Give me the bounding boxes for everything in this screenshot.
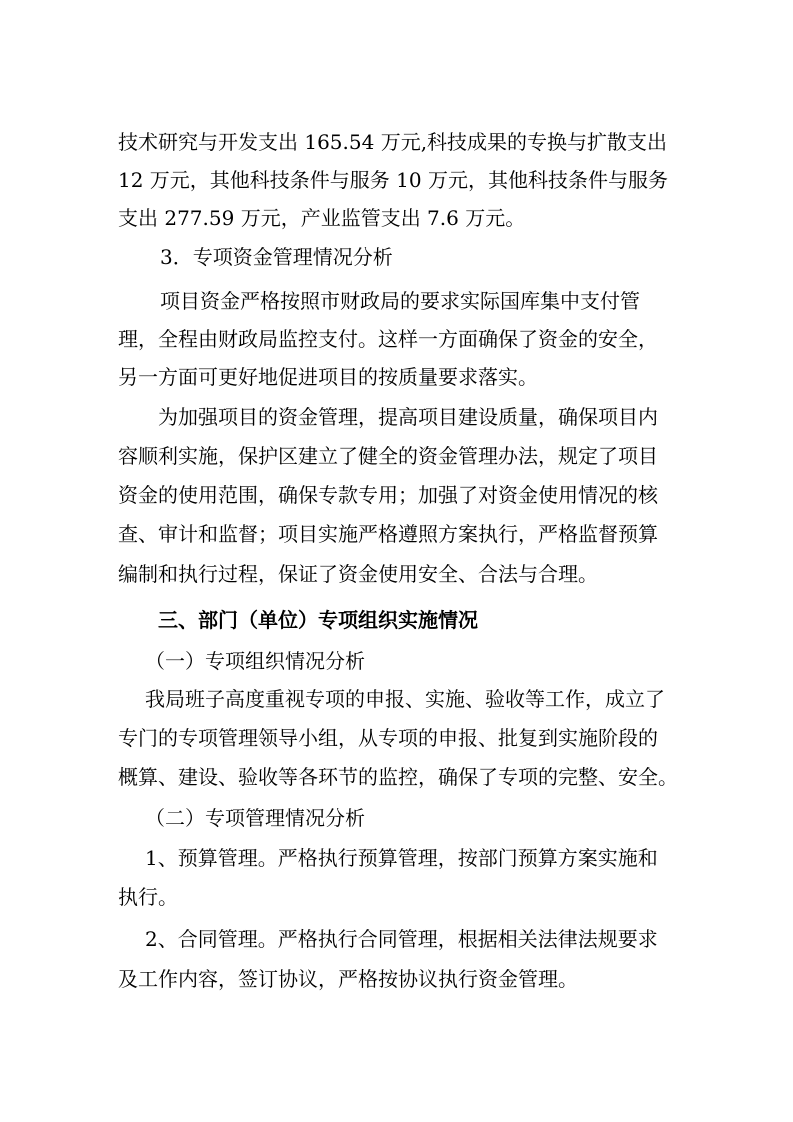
paragraph-line: 查、审计和监督；项目实施严格遵照方案执行，严格监督预算 [118, 522, 658, 546]
paragraph-line: 技术研究与开发支出 165.54 万元,科技成果的专换与扩散支出 [118, 130, 668, 154]
paragraph-line: 另一方面可更好地促进项目的按质量要求落实。 [118, 365, 538, 389]
paragraph-line: 为加强项目的资金管理，提高项目建设质量，确保项目内 [158, 405, 658, 429]
paragraph-line: 及工作内容，签订协议，严格按协议执行资金管理。 [118, 967, 578, 991]
paragraph-line: 理，全程由财政局监控支付。这样一方面确保了资金的安全， [118, 327, 658, 351]
paragraph-line: 项目资金严格按照市财政局的要求实际国库集中支付管 [160, 289, 640, 313]
chapter-heading: 三、部门（单位）专项组织实施情况 [158, 608, 478, 632]
paragraph-line: 资金的使用范围，确保专款专用；加强了对资金使用情况的核 [118, 483, 658, 507]
paragraph-line: 2、合同管理。严格执行合同管理，根据相关法律法规要求 [145, 927, 658, 951]
paragraph-line: 支出 277.59 万元，产业监管支出 7.6 万元。 [118, 206, 526, 230]
paragraph-line: 概算、建设、验收等各环节的监控，确保了专项的完整、安全。 [118, 765, 678, 789]
paragraph-line: 专门的专项管理领导小组，从专项的申报、批复到实施阶段的 [118, 726, 658, 750]
paragraph-line: 12 万元，其他科技条件与服务 10 万元，其他科技条件与服务 [118, 168, 668, 192]
paragraph-line: 编制和执行过程，保证了资金使用安全、合法与合理。 [118, 562, 598, 586]
section-heading: 3．专项资金管理情况分析 [160, 245, 393, 269]
paragraph-line: 1、预算管理。严格执行预算管理，按部门预算方案实施和 [145, 846, 658, 870]
subsection-heading: （一）专项组织情况分析 [145, 649, 365, 673]
subsection-heading: （二）专项管理情况分析 [145, 806, 365, 830]
paragraph-line: 容顺利实施，保护区建立了健全的资金管理办法，规定了项目 [118, 444, 658, 468]
paragraph-line: 我局班子高度重视专项的申报、实施、验收等工作，成立了 [145, 687, 665, 711]
paragraph-line: 执行。 [118, 885, 178, 909]
